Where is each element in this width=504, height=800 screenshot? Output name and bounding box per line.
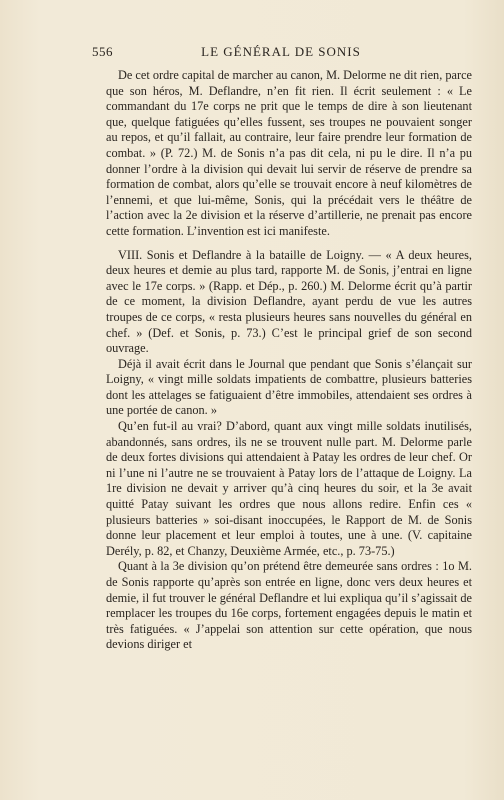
paragraph: Déjà il avait écrit dans le Journal que pendant que Sonis s’élançait sur Loigny, « vingt mille soldats impatients de combattre, plusieurs batteries dont les attelages se fatiguaient d’être immobiles, attendaient ses ordres à une portée de canon. » (106, 356, 472, 418)
paragraph: VIII. Sonis et Deflandre à la bataille de Loigny. — « A deux heures, deux heures et demie au plus tard, rapporte M. de Sonis, j’entrai en ligne avec le 17e corps. » (Rapp. et Dép., p. 260.) M. Delorme écrit qu’à partir de ce moment, la division Deflandre, ayant perdu de vue les autres troupes de ce corps, « resta plusieurs heures sans nouvelles du général en chef. » (Def. et Sonis, p. 73.) C’est le principal grief de son second ouvrage. (106, 247, 472, 356)
running-title: LE GÉNÉRAL DE SONIS (201, 44, 361, 59)
paragraph: Qu’en fut-il au vrai? D’abord, quant aux vingt mille soldats inutilisés, abandonnés, sans ordres, ils ne se trouvent nulle part. M. Delorme parle de deux fortes divisions qui attendaient à Patay les ordres de leur chef. Or ni l’une ni l’autre ne se trouvaient à Patay lors de l’attaque de Loigny. La 1re division ne devait y arriver qu’à cinq heures du soir, et la 3e avait quitté Patay suivant les ordres que nous allons redire. Enfin ces « plusieurs batteries » soi-disant inoccupées, le Rapport de M. de Sonis donne leur placement et leur emploi à toutes, une à une. (V. capitaine Derély, p. 82, et Chanzy, Deuxième Armée, etc., p. 73-75.) (106, 419, 472, 558)
body-text (106, 68, 472, 653)
paragraph: De cet ordre capital de marcher au canon, M. Delorme ne dit rien, parce que son héros, M. Deflandre, n’en fit rien. Il écrit seulement : « Le commandant du 17e corps ne prit que le temps de dire à son lieutenant que, quelque fatiguées qu’elles fussent, ses troupes ne pouvaient songer au repos, et qu’il fallait, au contraire, leur faire prendre leur formation de combat. » (P. 72.) M. de Sonis n’a pas dit cela, ni pu le dire. Il n’a pu donner l’ordre à la division qui devait lui servir de réserve de prendre sa formation de combat, alors qu’elle se trouvait encore à neuf kilomètres de l’ennemi, et que lui-même, Sonis, qui la précédait vers le théâtre de l’action avec la 2e division et la réserve d’artillerie, ne prenait pas encore cette formation. L’invention est ici manifeste. (106, 68, 472, 238)
page-number: 556 (92, 44, 113, 59)
paragraph: Quant à la 3e division qu’on prétend être demeurée sans ordres : 1o M. de Sonis rapporte qu’après son entrée en ligne, donc vers deux heures et demie, il fut trouver le général Deflandre et lui expliqua qu’il s’agissait de remplacer les troupes du 16e corps, fortement engagées depuis le matin et très fatiguées. « J’appelai son attention sur cette opération, que nous devions diriger et (106, 559, 472, 652)
